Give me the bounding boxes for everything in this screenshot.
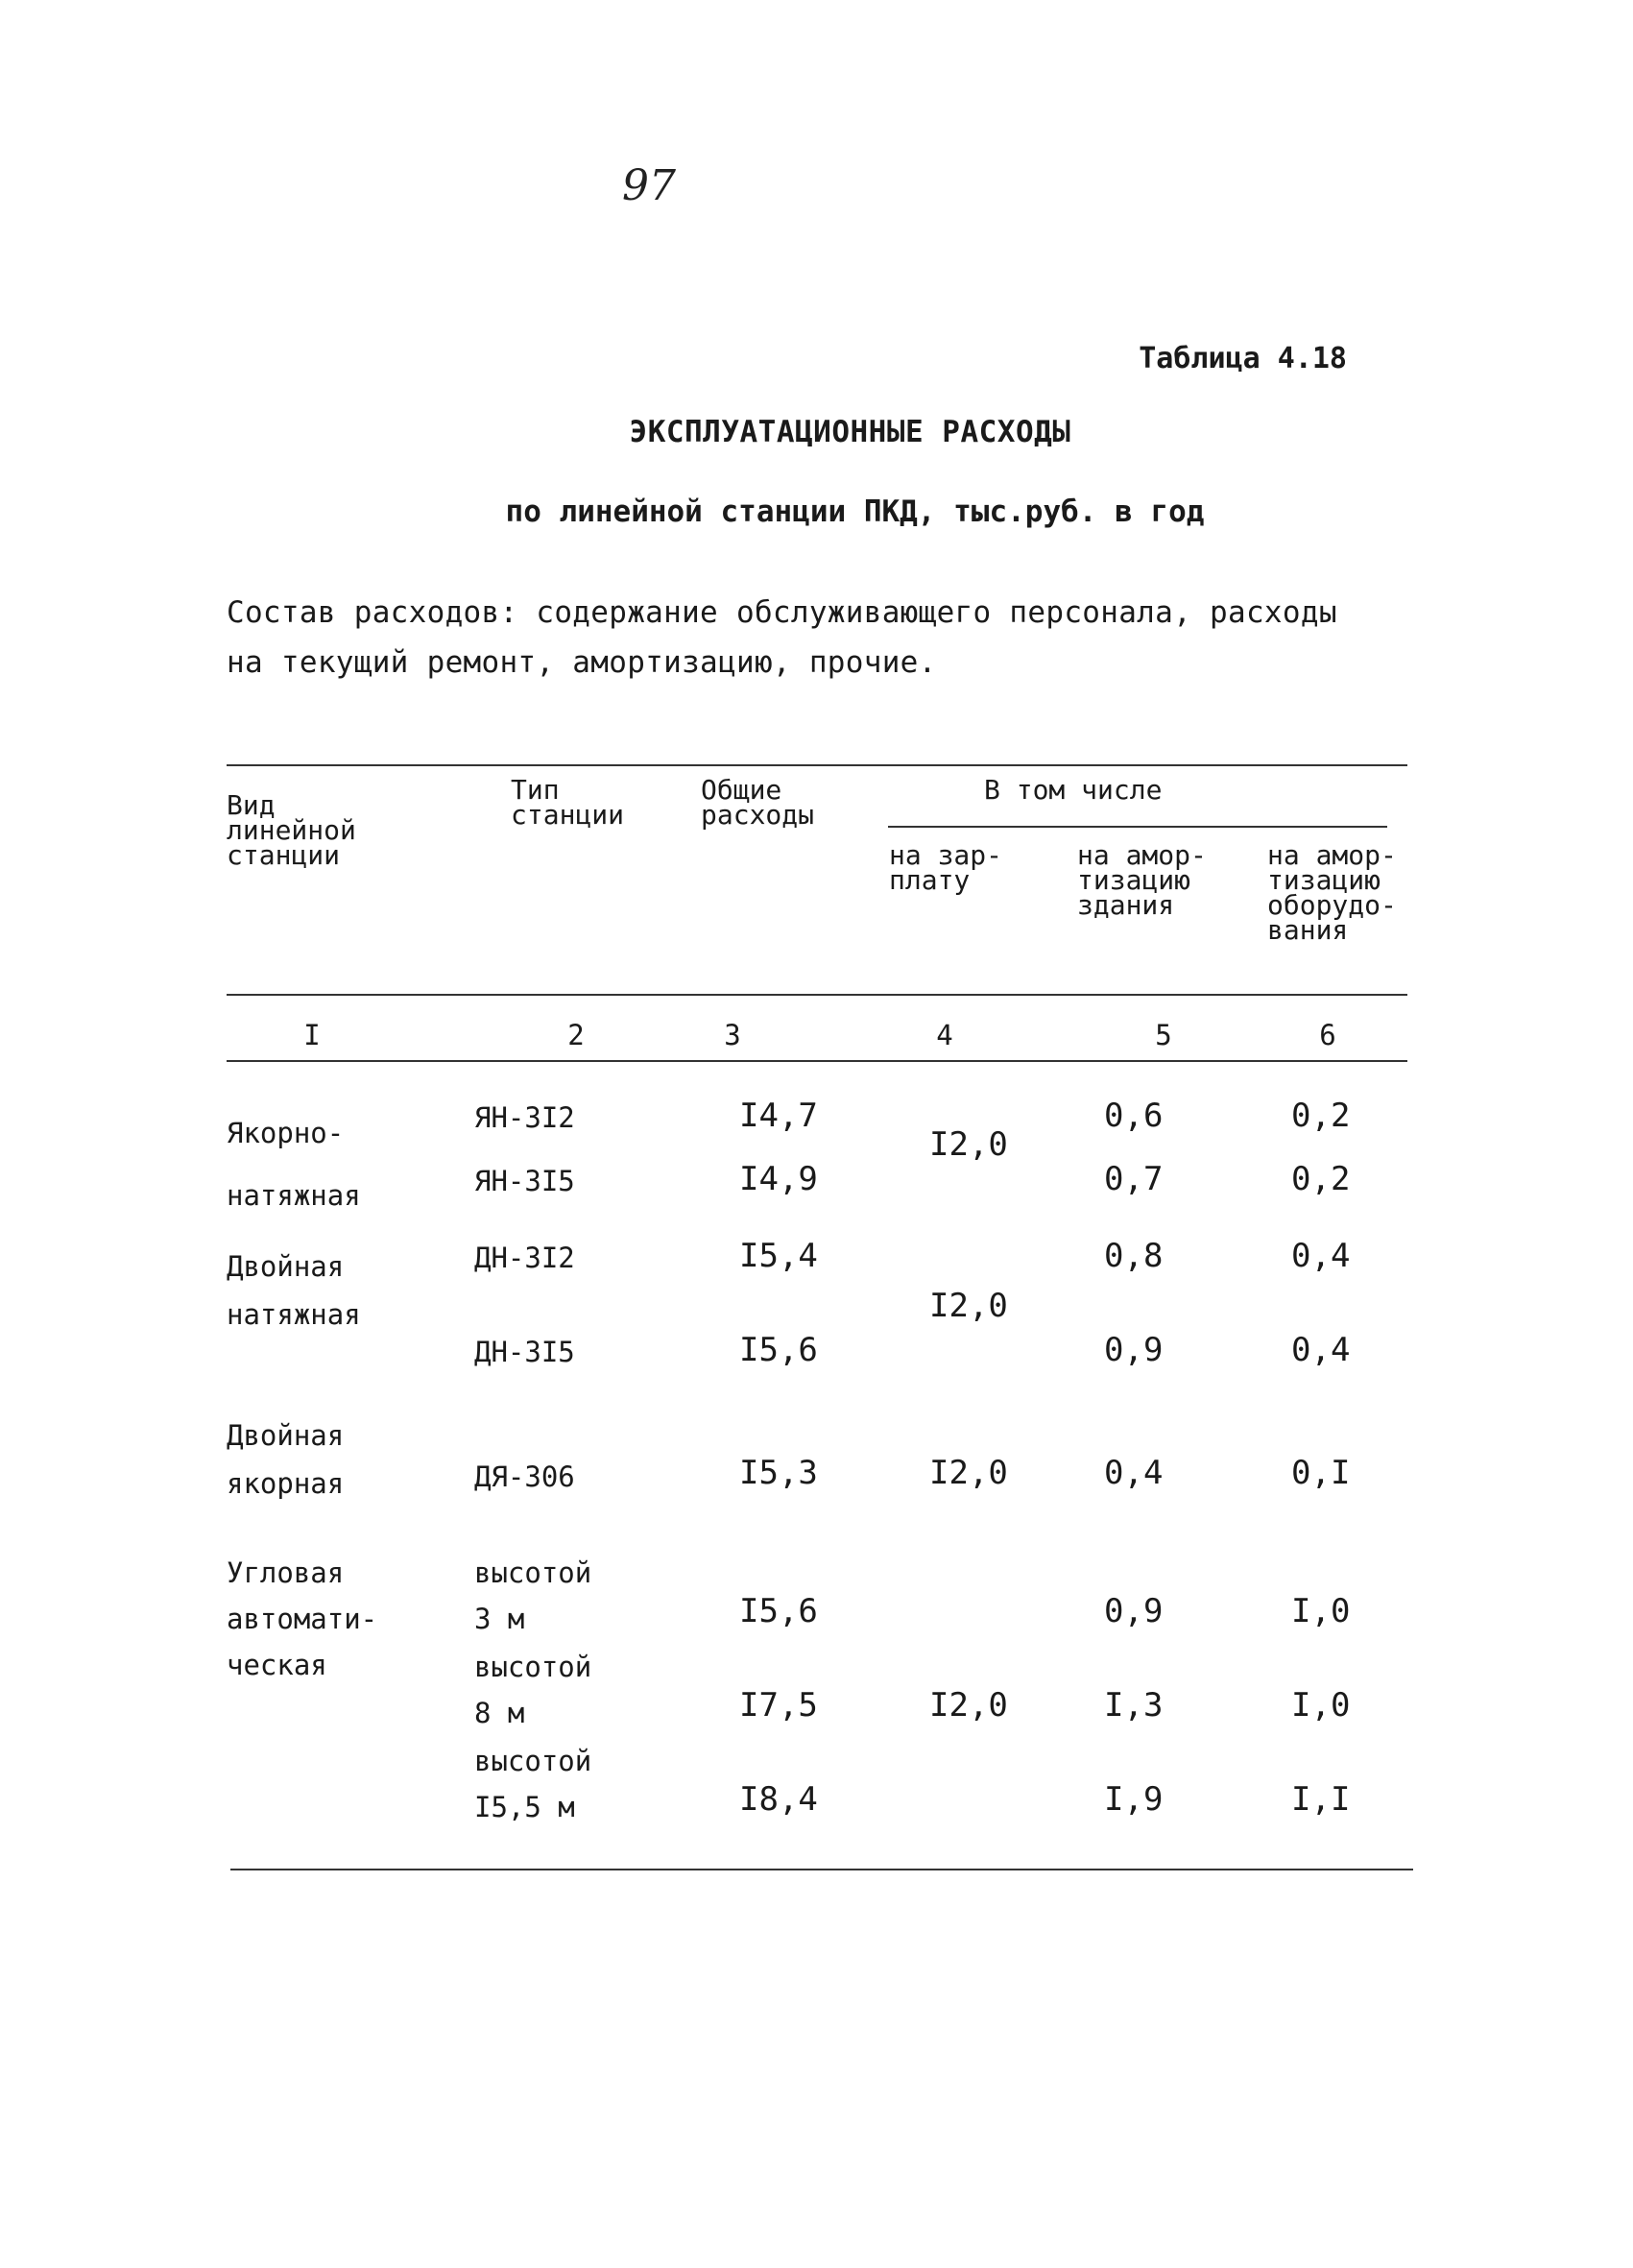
station-type: ДН-3I2 bbox=[474, 1242, 575, 1274]
station-total: I5,4 bbox=[739, 1237, 818, 1275]
amort-building-value: 0,9 bbox=[1104, 1592, 1164, 1630]
column-number: 4 bbox=[936, 1019, 953, 1051]
station-salary: I2,0 bbox=[929, 1125, 1008, 1164]
station-total: I8,4 bbox=[739, 1780, 818, 1819]
column-number: I bbox=[303, 1019, 321, 1051]
document-subtitle: по линейной станции ПКД, тыс.руб. в год bbox=[505, 495, 1205, 529]
column-number: 6 bbox=[1319, 1019, 1336, 1051]
station-salary: I2,0 bbox=[929, 1287, 1008, 1325]
station-total: I4,7 bbox=[739, 1097, 818, 1135]
header-total: Общие расходы bbox=[701, 774, 815, 831]
amort-building-value: 0,8 bbox=[1104, 1237, 1164, 1275]
amort-equipment-value: 0,2 bbox=[1291, 1160, 1351, 1198]
amort-equipment-value: I,0 bbox=[1291, 1686, 1351, 1725]
header-group: В том числе bbox=[984, 774, 1163, 806]
amort-equipment-value: 0,4 bbox=[1291, 1331, 1351, 1369]
station-kind: Угловая автомати- ческая bbox=[227, 1556, 378, 1681]
header-station-kind: Вид линейной станции bbox=[227, 789, 356, 871]
amort-building-value: 0,4 bbox=[1104, 1454, 1164, 1492]
station-type: ДН-3I5 bbox=[474, 1336, 575, 1368]
amort-equipment-value: 0,2 bbox=[1291, 1097, 1351, 1135]
station-total: I5,6 bbox=[739, 1331, 818, 1369]
header-station-type: Тип станции bbox=[511, 774, 625, 831]
amort-equipment-value: 0,4 bbox=[1291, 1237, 1351, 1275]
column-number: 3 bbox=[724, 1019, 741, 1051]
column-numbers-rule bbox=[227, 1060, 1407, 1062]
amort-building-value: 0,7 bbox=[1104, 1160, 1164, 1198]
column-number: 2 bbox=[567, 1019, 585, 1051]
group-header-rule bbox=[888, 826, 1387, 828]
header-amort-equipment: на амор- тизацию оборудо- вания bbox=[1267, 839, 1397, 946]
station-kind: Двойная якорная bbox=[227, 1419, 345, 1500]
station-total: I5,3 bbox=[739, 1454, 818, 1492]
station-type: ДЯ-306 bbox=[474, 1460, 575, 1493]
table-label: Таблица 4.18 bbox=[1139, 342, 1347, 375]
station-kind: Якорно- натяжная bbox=[227, 1117, 361, 1212]
document-title: ЭКСПЛУАТАЦИОННЫЕ РАСХОДЫ bbox=[629, 415, 1071, 449]
station-salary: I2,0 bbox=[929, 1686, 1008, 1725]
header-amort-building: на амор- тизацию здания bbox=[1077, 839, 1207, 921]
table-top-rule bbox=[227, 764, 1407, 766]
header-bottom-rule bbox=[227, 994, 1407, 996]
page-number: 97 bbox=[622, 161, 676, 210]
composition-note: Состав расходов: содержание обслуживающего персонала, расходы на текущий ремонт, амортизацию, прочие. bbox=[227, 595, 1337, 680]
header-salary: на зар- плату bbox=[889, 839, 1003, 896]
station-type: высотой I5,5 м bbox=[474, 1745, 592, 1823]
station-total: I4,9 bbox=[739, 1160, 818, 1198]
amort-building-value: 0,6 bbox=[1104, 1097, 1164, 1135]
station-salary: I2,0 bbox=[929, 1454, 1008, 1492]
amort-equipment-value: I,I bbox=[1291, 1780, 1351, 1819]
station-type: высотой 8 м bbox=[474, 1651, 592, 1729]
amort-building-value: 0,9 bbox=[1104, 1331, 1164, 1369]
station-type: высотой 3 м bbox=[474, 1556, 592, 1635]
station-total: I5,6 bbox=[739, 1592, 818, 1630]
station-kind: Двойная натяжная bbox=[227, 1250, 361, 1331]
column-number: 5 bbox=[1155, 1019, 1172, 1051]
station-total: I7,5 bbox=[739, 1686, 818, 1725]
amort-equipment-value: 0,I bbox=[1291, 1454, 1351, 1492]
amort-building-value: I,9 bbox=[1104, 1780, 1164, 1819]
amort-equipment-value: I,0 bbox=[1291, 1592, 1351, 1630]
amort-building-value: I,3 bbox=[1104, 1686, 1164, 1725]
table-bottom-rule bbox=[230, 1869, 1413, 1870]
station-type: ЯН-3I2 bbox=[474, 1101, 575, 1134]
station-type: ЯН-3I5 bbox=[474, 1165, 575, 1197]
